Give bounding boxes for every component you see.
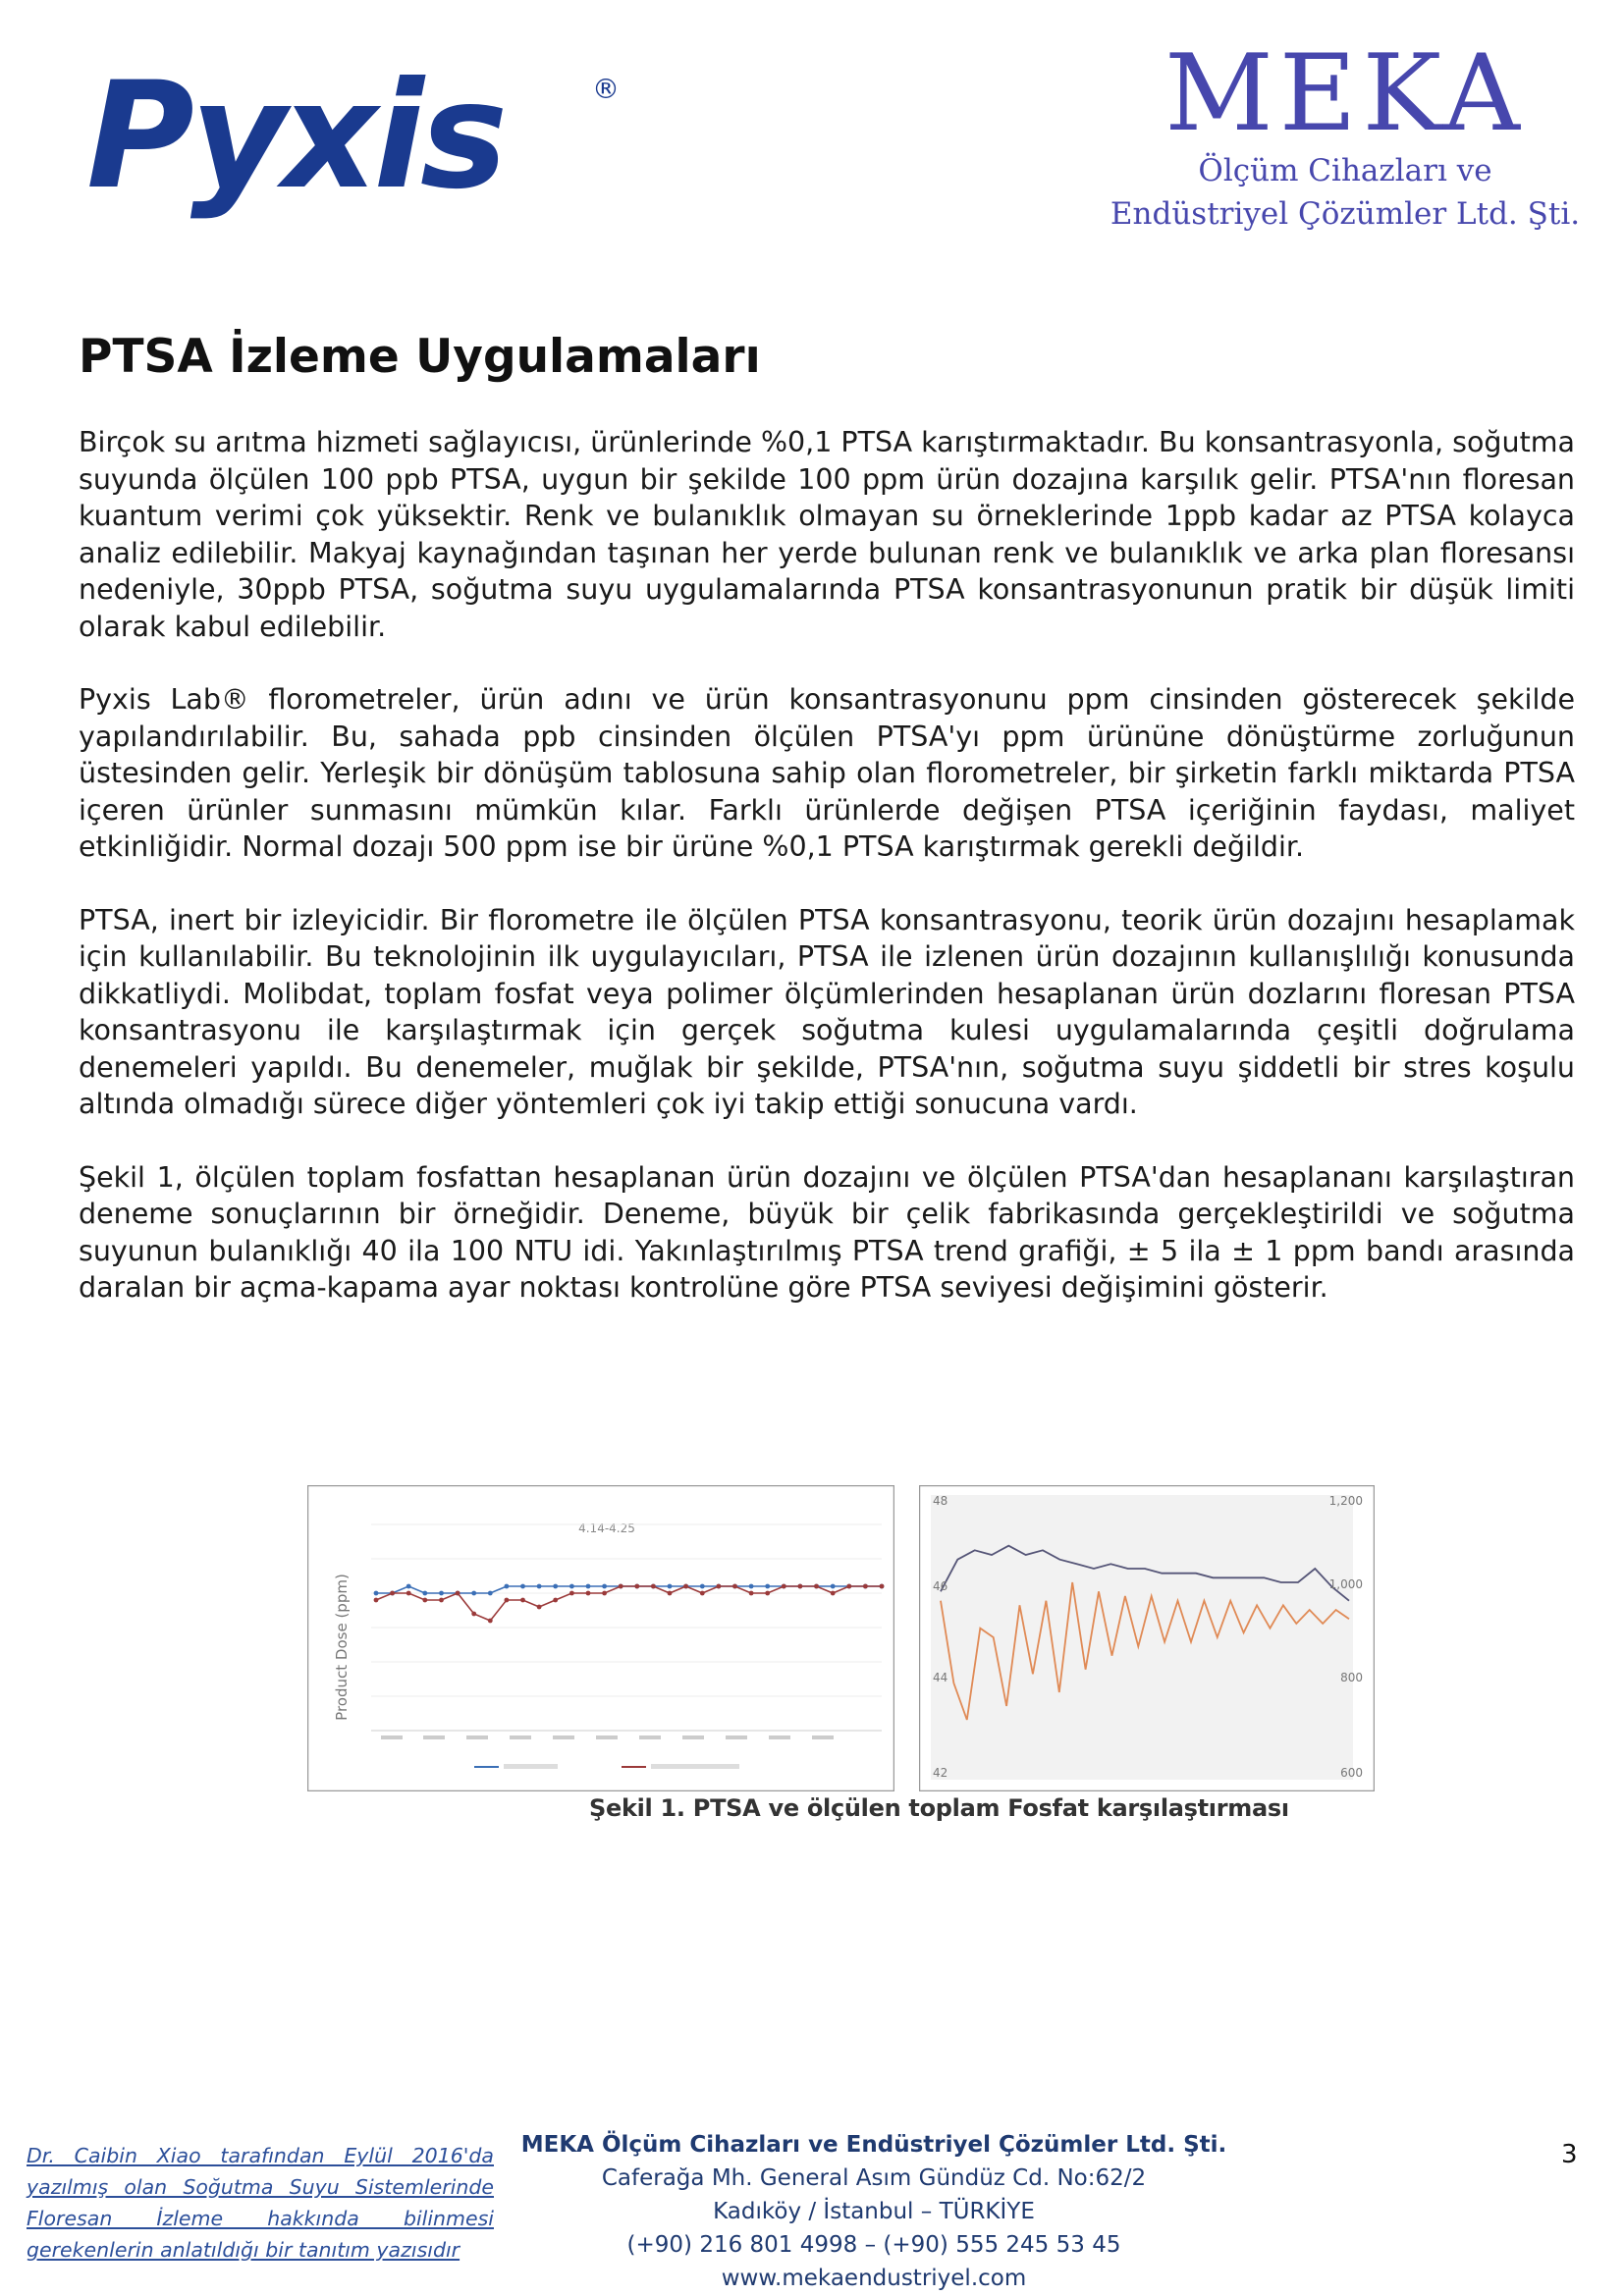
data-point xyxy=(471,1612,476,1617)
data-point xyxy=(863,1584,868,1589)
data-point xyxy=(488,1591,493,1596)
data-point xyxy=(488,1619,493,1624)
data-point xyxy=(537,1605,542,1610)
data-point xyxy=(439,1591,444,1596)
figure-1 xyxy=(307,1485,1375,1791)
data-point xyxy=(569,1591,574,1596)
data-point xyxy=(749,1584,754,1589)
y-axis-label: Product Dose (ppm) xyxy=(333,1574,351,1721)
right-axis-tick: 1,000 xyxy=(1328,1577,1363,1591)
data-point xyxy=(602,1584,607,1589)
data-point xyxy=(520,1598,525,1603)
data-point xyxy=(732,1584,737,1589)
data-point xyxy=(651,1584,656,1589)
ptsa-trend-chart xyxy=(919,1485,1375,1791)
product-dose-chart xyxy=(307,1485,894,1791)
data-point xyxy=(700,1584,705,1589)
data-point xyxy=(765,1591,770,1596)
data-point xyxy=(749,1591,754,1596)
right-axis-tick: 600 xyxy=(1340,1766,1363,1780)
data-point xyxy=(846,1584,851,1589)
data-point xyxy=(505,1598,510,1603)
meka-logo-subtitle-1: Ölçüm Cihazları ve xyxy=(1198,153,1492,188)
data-point xyxy=(814,1584,819,1589)
figure-caption: Şekil 1. PTSA ve ölçülen toplam Fosfat karşılaştırması xyxy=(589,1794,1289,1822)
data-point xyxy=(456,1591,460,1596)
data-point xyxy=(471,1591,476,1596)
left-axis-tick: 48 xyxy=(933,1494,948,1508)
footer-company: MEKA Ölçüm Cihazları ve Endüstriyel Çözümler Ltd. Şti. xyxy=(520,2132,1227,2158)
data-point xyxy=(520,1584,525,1589)
meka-logo-title: MEKA xyxy=(1164,32,1526,155)
data-point xyxy=(798,1584,803,1589)
data-point xyxy=(717,1584,722,1589)
left-axis-tick: 44 xyxy=(933,1671,948,1684)
data-point xyxy=(831,1591,836,1596)
data-point xyxy=(683,1584,688,1589)
data-point xyxy=(439,1598,444,1603)
data-point xyxy=(668,1591,673,1596)
data-point xyxy=(602,1591,607,1596)
data-point xyxy=(668,1584,673,1589)
footer-address-1: Caferağa Mh. General Asım Gündüz Cd. No:62/2 xyxy=(601,2165,1147,2191)
footer-website[interactable]: www.mekaendustriyel.com xyxy=(721,2266,1027,2291)
data-point xyxy=(505,1584,510,1589)
data-point xyxy=(422,1591,427,1596)
data-point xyxy=(880,1584,885,1589)
data-point xyxy=(374,1598,379,1603)
data-point xyxy=(831,1584,836,1589)
chart-subtitle: 4.14-4.25 xyxy=(578,1522,635,1535)
data-point xyxy=(374,1591,379,1596)
paragraph-2: Pyxis Lab® florometreler, ürün adını ve ürün konsantrasyonunu ppm cinsinden gösterecek şekilde yapılandırılabilir. Bu, sahada ppb cinsinden ölçülen PTSA'yı ppm ürününe dönüştürme zorluğunun üstesinden gelir. Yerleşik bir dönüşüm tablosuna sahip olan florometreler, bir şirketin farklı miktarda PTSA içeren ürünler sunmasını mümkün kılar. Farklı ürünlerde değişen PTSA içeriğinin faydası, maliyet etkinliğidir. Normal dozajı 500 ppm ise bir ürüne %0,1 PTSA karıştırmak gerekli değildir. xyxy=(79,683,1575,863)
data-point xyxy=(782,1584,786,1589)
meka-logo-subtitle-2: Endüstriyel Çözümler Ltd. Şti. xyxy=(1110,196,1581,232)
chart-title xyxy=(605,1502,609,1516)
paragraph-1: Birçok su arıtma hizmeti sağlayıcısı, ürünlerinde %0,1 PTSA karıştırmaktadır. Bu konsantrasyonla, soğutma suyunda ölçülen 100 ppb PTSA, uygun bir şekilde 100 ppm ürün dozajına karşılık gelir. PTSA'nın floresan kuantum verimi çok yüksektir. Renk ve bulanıklık olmayan su örneklerinde 1ppb kadar az PTSA kolayca analiz edilebilir. Makyaj kaynağından taşınan her yerde bulunan renk ve bulanıklık ve arka plan floresansı nedeniyle, 30ppb PTSA, soğutma suyu uygulamalarında PTSA konsantrasyonunun pratik bir düşük limiti olarak kabul edilebilir. xyxy=(79,426,1575,643)
paragraph-3: PTSA, inert bir izleyicidir. Bir florometre ile ölçülen PTSA konsantrasyonu, teorik ürün dozajını hesaplamak için kullanılabilir. Bu teknolojinin ilk uygulayıcıları, PTSA ile izlenen ürün dozajının kullanışlılığı konusunda dikkatliydi. Molibdat, toplam fosfat veya polimer ölçümlerinden hesaplanan ürün dozlarını floresan PTSA konsantrasyonu ile karşılaştırmak için gerçek soğutma kulesi uygulamalarında çeşitli doğrulama denemeleri yapıldı. Bu denemeler, muğlak bir şekilde, PTSA'nın, soğutma suyu şiddetli bir stres koşulu altında olmadığı sürece diğer yöntemleri çok iyi takip ettiği sonucuna vardı. xyxy=(79,903,1575,1120)
data-point xyxy=(586,1591,591,1596)
data-point xyxy=(406,1591,411,1596)
page-title: PTSA İzleme Uygulamaları xyxy=(79,330,761,384)
data-point xyxy=(553,1598,558,1603)
pyxis-logo-text: Pyxis xyxy=(86,61,505,222)
footer-address-2: Kadıköy / İstanbul – TÜRKİYE xyxy=(713,2199,1035,2224)
data-point xyxy=(765,1584,770,1589)
data-point xyxy=(619,1584,623,1589)
right-axis-tick: 800 xyxy=(1340,1671,1363,1684)
registered-mark: ® xyxy=(592,73,620,105)
data-point xyxy=(537,1584,542,1589)
footer-phone: (+90) 216 801 4998 – (+90) 555 245 53 45 xyxy=(626,2232,1121,2258)
footer-note[interactable]: Dr. Caibin Xiao tarafından Eylül 2016'da yazılmış olan Soğutma Suyu Sistemlerinde Floresan İzleme hakkında bilinmesi gerekenlerin anlatıldığı bir tanıtım yazısıdır xyxy=(27,2144,494,2262)
data-point xyxy=(586,1584,591,1589)
data-point xyxy=(390,1591,395,1596)
data-point xyxy=(422,1598,427,1603)
article-body xyxy=(79,424,1575,1343)
page-number: 3 xyxy=(1561,2140,1578,2169)
data-point xyxy=(406,1584,411,1589)
data-point xyxy=(700,1591,705,1596)
left-axis-tick: 42 xyxy=(933,1766,948,1780)
footer-contact xyxy=(511,2128,1237,2295)
meka-logo xyxy=(1110,32,1581,240)
data-point xyxy=(553,1584,558,1589)
paragraph-4: Şekil 1, ölçülen toplam fosfattan hesaplanan ürün dozajını ve ölçülen PTSA'dan hesaplananı karşılaştıran deneme sonuçlarının bir örneğidir. Deneme, büyük bir çelik fabrikasında gerçekleştirildi ve soğutma suyunun bulanıklığı 40 ila 100 NTU idi. Yakınlaştırılmış PTSA trend grafiği, ± 5 ila ± 1 ppm bandı arasında daralan bir açma-kapama ayar noktası kontrolüne göre PTSA seviyesi değişimini gösterir. xyxy=(79,1160,1575,1304)
pyxis-logo xyxy=(86,61,636,228)
left-axis-tick: 46 xyxy=(933,1579,948,1593)
data-point xyxy=(634,1584,639,1589)
data-point xyxy=(569,1584,574,1589)
right-axis-tick: 1,200 xyxy=(1328,1494,1363,1508)
